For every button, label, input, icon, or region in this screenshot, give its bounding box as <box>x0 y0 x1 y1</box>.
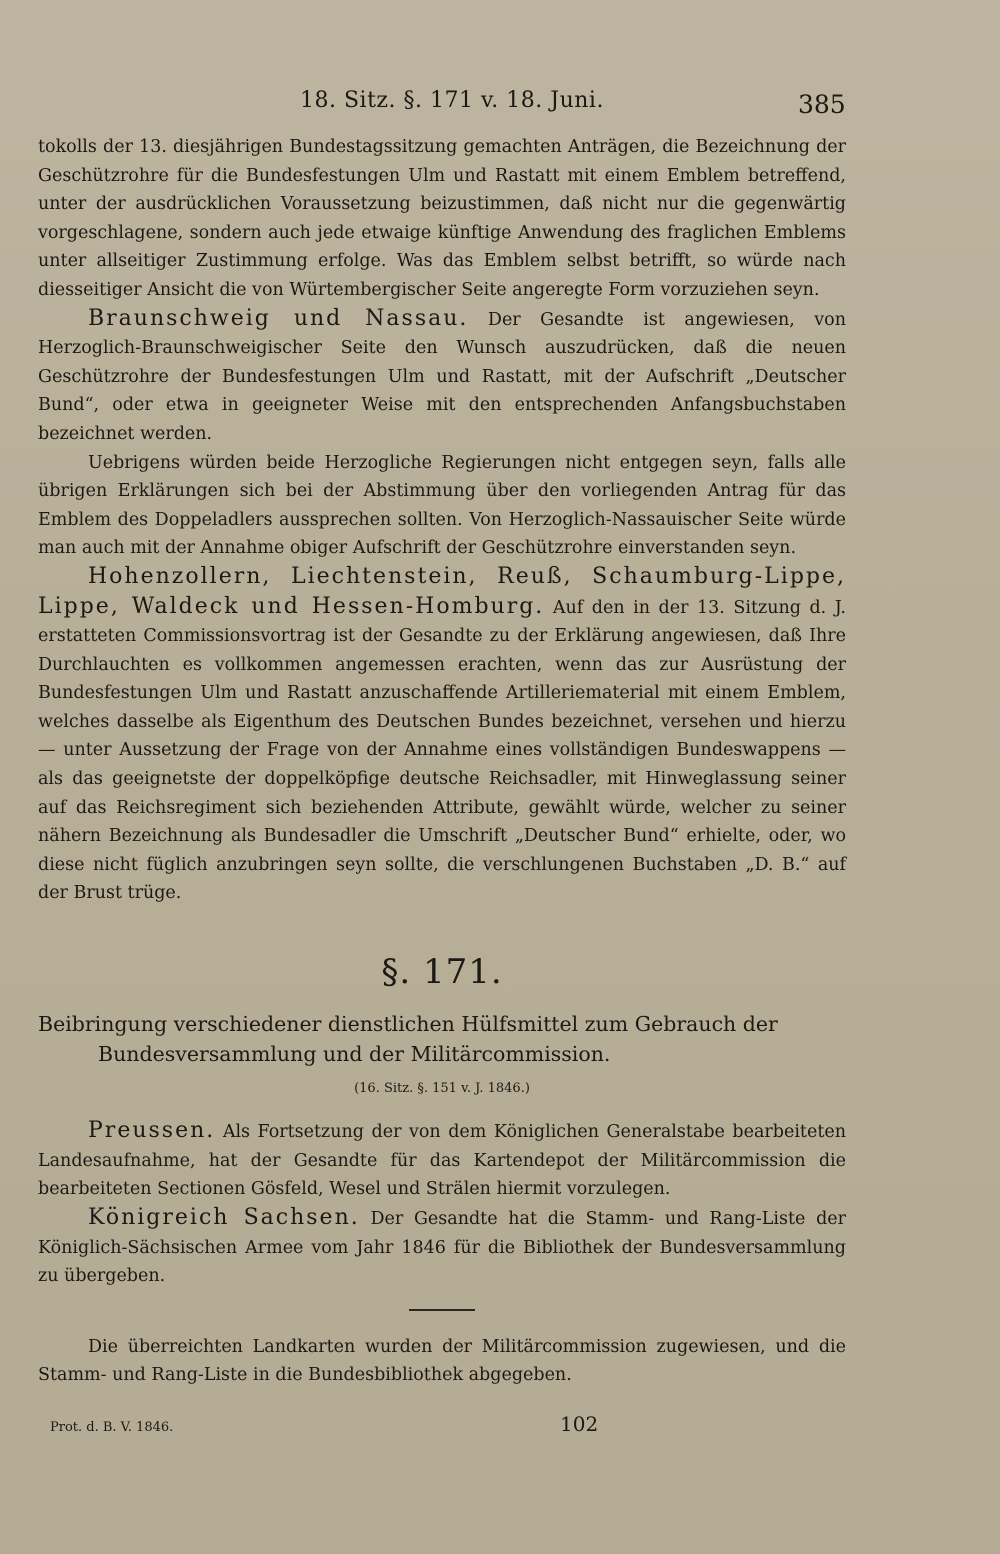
state-name: Braunschweig und Nassau. <box>88 305 469 331</box>
paragraph-conclusion: Die überreichten Landkarten wurden der Militärcommission zugewiesen, und die Stamm- und Rang-Liste in die Bundesbibliothek abgegeben. <box>38 1336 846 1386</box>
page-number: 385 <box>798 90 846 119</box>
section-number: §. 171. <box>381 952 503 993</box>
paragraph-text: Der Gesandte hat die Stamm- und Rang-Liste der Königlich-Sächsischen Armee vom Jahr 1846 für die Bibliothek der Bundesversammlung zu übergeben. <box>38 1209 846 1287</box>
state-name: Königreich Sachsen. <box>88 1205 360 1230</box>
state-name: Hohenzollern, Liechtenstein, Reuß, Schaumburg-Lippe, Lippe, Waldeck und Hessen-Homburg. <box>38 563 846 619</box>
section-heading: Beibringung verschiedener dienstlichen Hülfsmittel zum Gebrauch der Bundesversammlung und der Militärcommission. <box>38 1011 778 1066</box>
paragraph-sachsen <box>38 1204 846 1291</box>
signature-mark: Prot. d. B. V. 1846. <box>50 1420 174 1435</box>
paragraph-uebrigens: Uebrigens würden beide Herzogliche Regierungen nicht entgegen seyn, falls alle übrigen Erklärungen sich bei der Abstimmung über den vorliegenden Antrag für das Emblem des Doppeladlers aussprechen sollten. Von Herzoglich-Nassauischer Seite würde man auch mit der Annahme obiger Aufschrift der Geschützrohre einverstanden seyn. <box>38 452 846 559</box>
running-header <box>0 88 1000 128</box>
paragraph-hohenzollern <box>38 563 846 908</box>
paragraph-text: Auf den in der 13. Sitzung d. J. erstatteten Commissionsvortrag ist der Gesandte zu der Erklärung angewiesen, daß Ihre Durchlauchten es vollkommen angemessen erachten, wenn das zur Ausrüstung der Bundesfestungen Ulm und Rastatt anzuschaffende Artilleriematerial mit einem Emblem, welches dasselbe als Eigenthum des Deutschen Bundes bezeichnet, versehen und hierzu — unter Aussetzung der Frage von der Annahme eines vollständigen Bundeswappens — als das geeignetste der doppelköpfige deutsche Reichsadler, mit Hinweglassung seiner auf das Reichsregiment sich beziehenden Attribute, gewählt würde, welcher zu seiner nähern Bezeichnung als Bundesadler die Umschrift „Deutscher Bund“ erhielte, oder, wo diese nicht füglich anzubringen seyn sollte, die verschlungenen Buchstaben „D. B.“ auf der Brust trüge. <box>38 597 846 904</box>
section-reference: (16. Sitz. §. 151 v. J. 1846.) <box>354 1080 530 1096</box>
paragraph-text: Als Fortsetzung der von dem Königlichen Generalstabe bearbeiteten Landesaufnahme, hat der Gesandte für das Kartendepot der Militärcommission die bearbeiteten Sectionen Gösfeld, Wesel und Strälen hiermit vorzulegen. <box>38 1122 846 1200</box>
paragraph-braunschweig-nassau <box>38 305 846 449</box>
paragraph-preussen <box>38 1117 846 1204</box>
sheet-number: 102 <box>560 1412 599 1436</box>
state-name: Preussen. <box>88 1118 216 1144</box>
paragraph-continuation: tokolls der 13. diesjährigen Bundestagssitzung gemachten Anträgen, die Bezeichnung der Geschützrohre für die Bundesfestungen Ulm und Rastatt mit einem Emblem betreffend, unter der ausdrücklichen Voraussetzung beizustimmen, daß nicht nur die gegenwärtig vorgeschlagene, sondern auch jede etwaige künftige Anwendung des fraglichen Emblems unter allseitiger Zustimmung erfolge. Was das Emblem selbst betrifft, so würde nach diesseitiger Ansicht die von Würtembergischer Seite angeregte Form vorzuziehen seyn. <box>38 137 846 300</box>
document-body <box>38 133 846 1390</box>
running-title: 18. Sitz. §. 171 v. 18. Juni. <box>300 88 604 113</box>
section-divider <box>409 1309 475 1311</box>
page-footer <box>0 1412 1000 1442</box>
paragraph-text: Der Gesandte ist angewiesen, von Herzoglich-Braunschweigischer Seite den Wunsch auszudrücken, daß die neuen Geschützrohre der Bundesfestungen Ulm und Rastatt, mit der Aufschrift „Deutscher Bund“, oder etwa in geeigneter Weise mit den entsprechenden Anfangsbuchstaben bezeichnet werden. <box>38 309 846 444</box>
